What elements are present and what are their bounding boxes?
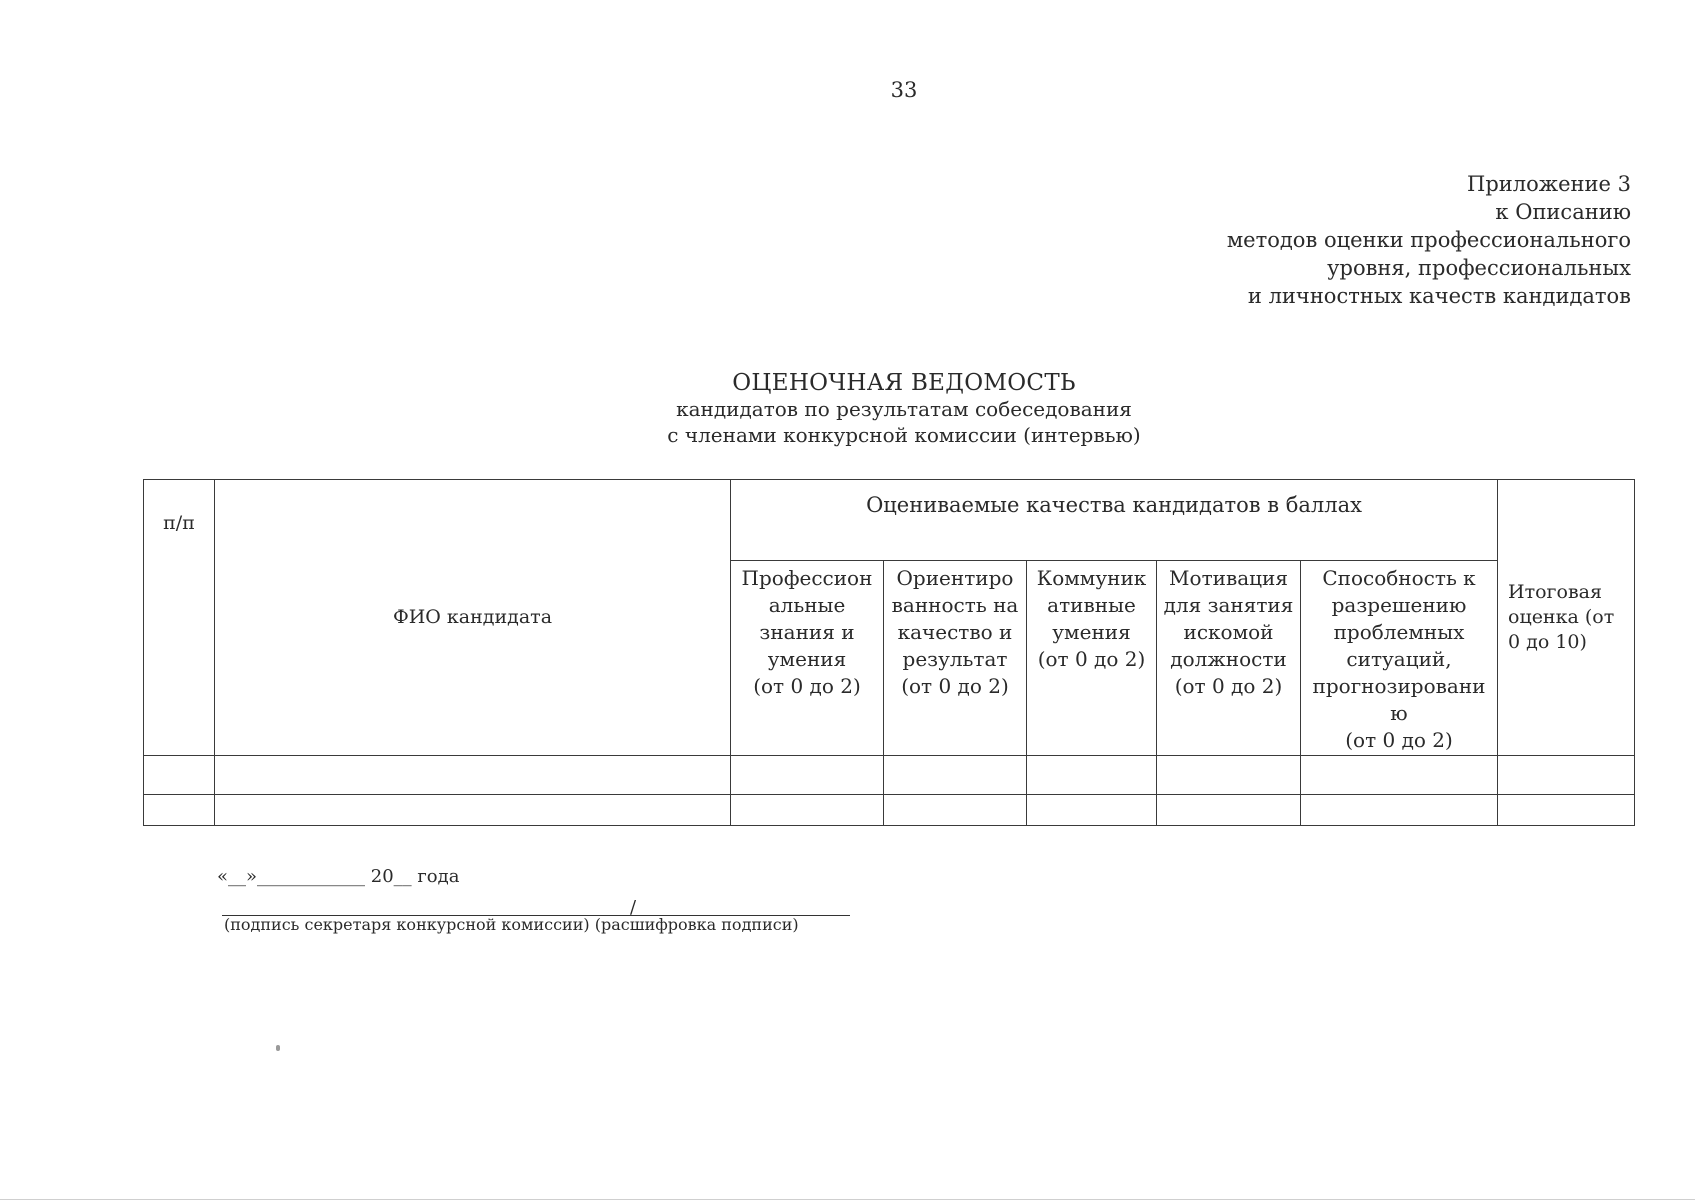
- table-cell: [1498, 756, 1635, 795]
- quality-line: Профессион: [741, 566, 873, 590]
- quality-line: умения: [767, 647, 847, 671]
- table-cell: [215, 756, 731, 795]
- signature-separator: /: [630, 897, 637, 918]
- quality-line: Ориентиро: [896, 566, 1014, 590]
- header-quality-motivation: [1157, 561, 1301, 756]
- table-cell: [884, 795, 1027, 826]
- quality-line: проблемных: [1333, 620, 1465, 644]
- table-row: [144, 795, 1635, 826]
- date-field: «__»____________ 20__ года: [217, 866, 460, 887]
- quality-line: для занятия: [1163, 593, 1294, 617]
- header-total-score: [1498, 480, 1635, 756]
- evaluation-table: [143, 479, 1635, 826]
- header-quality-professional: [731, 561, 884, 756]
- signature-line: [222, 898, 850, 916]
- quality-line: (от 0 до 2): [1037, 647, 1146, 671]
- quality-line: Коммуник: [1036, 566, 1147, 590]
- quality-line: ю: [1390, 701, 1408, 725]
- appendix-block: [1227, 170, 1631, 310]
- quality-line: (от 0 до 2): [1345, 728, 1453, 752]
- table-cell: [1157, 795, 1301, 826]
- quality-line: результат: [902, 647, 1008, 671]
- appendix-line: уровня, профессиональных: [1327, 256, 1631, 280]
- quality-line: должности: [1170, 647, 1287, 671]
- quality-line: ативные: [1047, 593, 1136, 617]
- header-total-line: 0 до 10): [1508, 631, 1587, 653]
- table-cell: [1027, 756, 1157, 795]
- table-header-row: [144, 480, 1635, 561]
- quality-line: ванность на: [891, 593, 1019, 617]
- table-cell: [731, 756, 884, 795]
- page-number: 33: [890, 78, 918, 102]
- quality-line: альные: [768, 593, 846, 617]
- header-candidate-name: ФИО кандидата: [215, 480, 731, 756]
- title-sub-line: с членами конкурсной комиссии (интервью): [667, 423, 1141, 447]
- table-cell: [144, 756, 215, 795]
- quality-line: (от 0 до 2): [901, 674, 1009, 698]
- appendix-line: Приложение 3: [1467, 172, 1631, 196]
- table-cell: [1498, 795, 1635, 826]
- quality-line: ситуаций,: [1346, 647, 1452, 671]
- header-total-line: Итоговая: [1508, 581, 1602, 603]
- table-cell: [1157, 756, 1301, 795]
- header-quality-communication: [1027, 561, 1157, 756]
- title-main: ОЦЕНОЧНАЯ ВЕДОМОСТЬ: [732, 370, 1076, 396]
- header-quality-result-orientation: [884, 561, 1027, 756]
- quality-line: (от 0 до 2): [1174, 674, 1283, 698]
- scan-mark: [276, 1045, 280, 1051]
- quality-line: Способность к: [1322, 566, 1476, 590]
- table-cell: [1301, 756, 1498, 795]
- appendix-line: методов оценки профессионального: [1226, 228, 1631, 252]
- document-title: [0, 370, 1695, 448]
- table-cell: [1027, 795, 1157, 826]
- table-cell: [1301, 795, 1498, 826]
- header-qualities-group: Оцениваемые качества кандидатов в баллах: [731, 480, 1498, 561]
- quality-line: знания и: [759, 620, 855, 644]
- table-cell: [144, 795, 215, 826]
- quality-line: качество и: [897, 620, 1013, 644]
- table-cell: [215, 795, 731, 826]
- quality-line: прогнозировани: [1312, 674, 1486, 698]
- quality-line: (от 0 до 2): [753, 674, 861, 698]
- header-quality-problem-solving: [1301, 561, 1498, 756]
- signature-caption: (подпись секретаря конкурсной комиссии) (расшифровка подписи): [224, 915, 799, 934]
- quality-line: Мотивация: [1169, 566, 1288, 590]
- quality-line: разрешению: [1331, 593, 1467, 617]
- table-row: [144, 756, 1635, 795]
- header-total-line: оценка (от: [1508, 606, 1615, 628]
- title-sub-line: кандидатов по результатам собеседования: [676, 397, 1132, 421]
- quality-line: искомой: [1183, 620, 1274, 644]
- table-cell: [884, 756, 1027, 795]
- table-cell: [731, 795, 884, 826]
- appendix-line: и личностных качеств кандидатов: [1247, 284, 1631, 308]
- quality-line: умения: [1052, 620, 1131, 644]
- appendix-line: к Описанию: [1495, 200, 1631, 224]
- header-number: п/п: [144, 480, 215, 756]
